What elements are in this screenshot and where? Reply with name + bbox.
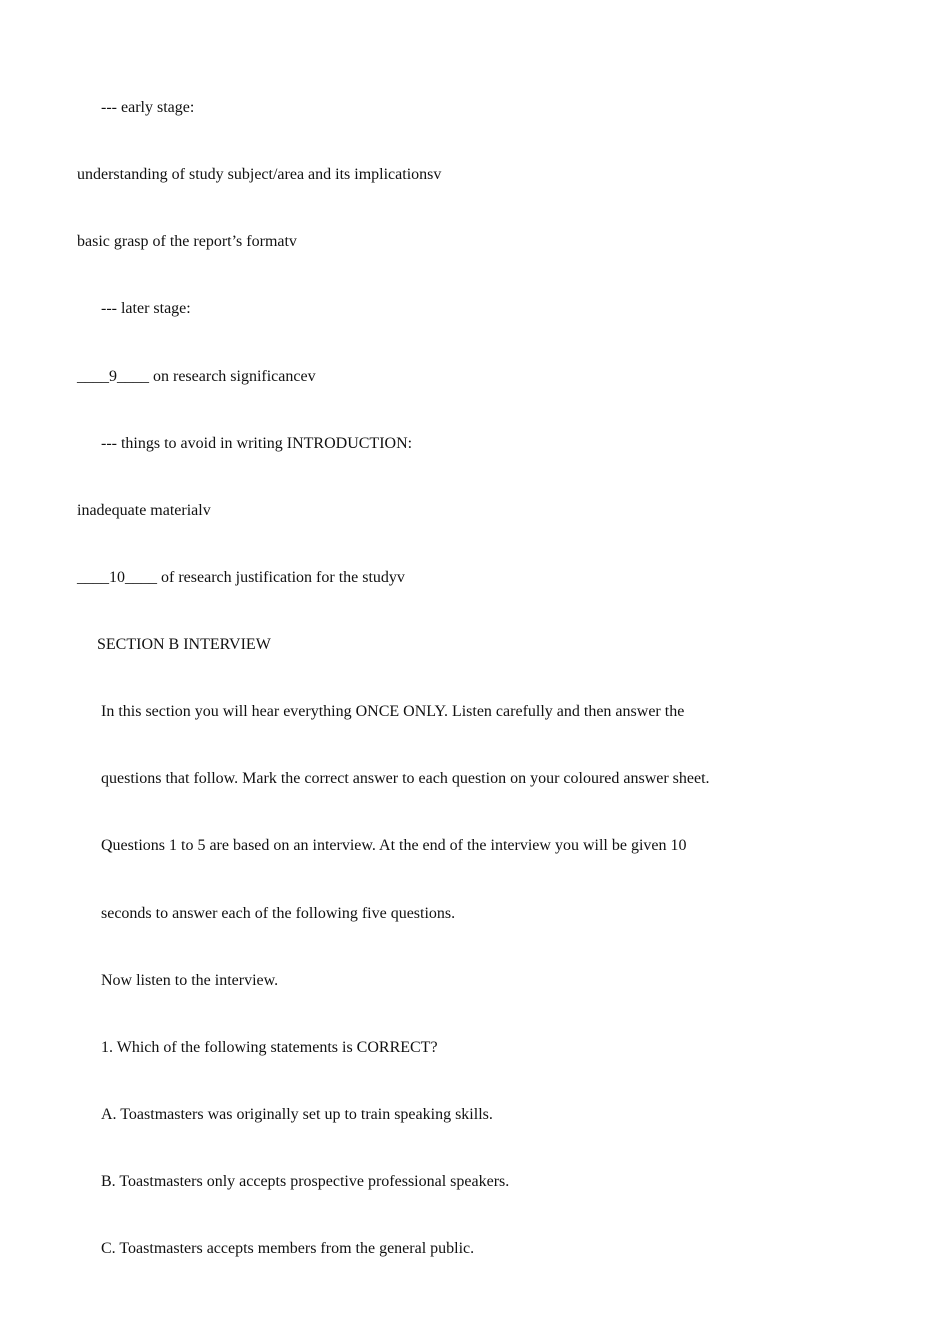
- answer-option-c: C. Toastmasters accepts members from the general public.: [101, 1240, 475, 1257]
- section-heading: SECTION B INTERVIEW: [97, 636, 271, 653]
- answer-option-a: A. Toastmasters was originally set up to train speaking skills.: [101, 1106, 493, 1123]
- outline-item: understanding of study subject/area and its implicationsv: [77, 166, 442, 183]
- outline-item: inadequate materialv: [77, 502, 211, 519]
- instructions-line: Now listen to the interview.: [101, 972, 279, 989]
- instructions-line: Questions 1 to 5 are based on an interview. At the end of the interview you will be given 10: [101, 837, 687, 854]
- instructions-line: seconds to answer each of the following five questions.: [101, 905, 456, 922]
- outline-heading-later-stage: --- later stage:: [101, 300, 191, 317]
- instructions-line: In this section you will hear everything ONCE ONLY. Listen carefully and then answer the: [101, 703, 685, 720]
- question-1: 1. Which of the following statements is CORRECT?: [101, 1039, 438, 1056]
- instructions-line: questions that follow. Mark the correct answer to each question on your coloured answer sheet.: [101, 770, 710, 787]
- outline-item-blank-9: ____9____ on research significancev: [77, 368, 316, 385]
- outline-heading-things-to-avoid: --- things to avoid in writing INTRODUCTION:: [101, 435, 413, 452]
- outline-item: basic grasp of the report’s formatv: [77, 233, 297, 250]
- outline-heading-early-stage: --- early stage:: [101, 99, 195, 116]
- answer-option-b: B. Toastmasters only accepts prospective professional speakers.: [101, 1173, 510, 1190]
- outline-item-blank-10: ____10____ of research justification for the studyv: [77, 569, 405, 586]
